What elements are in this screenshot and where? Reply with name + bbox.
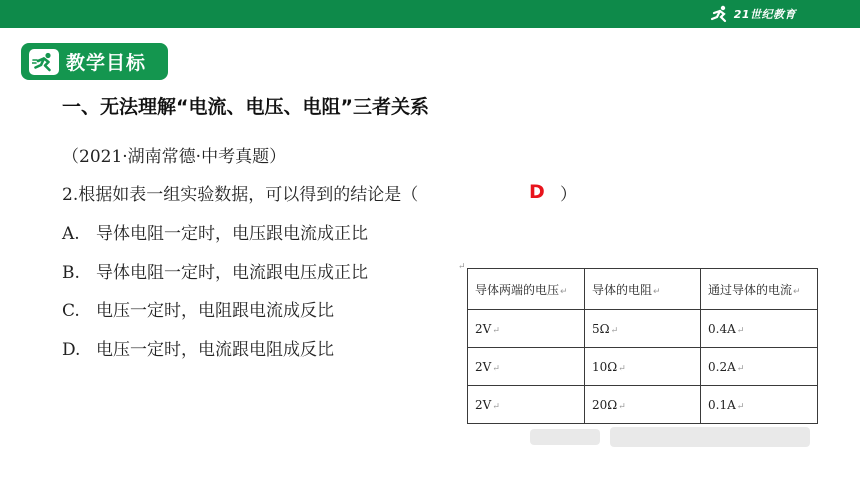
option-text: 电压一定时，电阻跟电流成反比 <box>96 301 334 321</box>
question-stem-close: ） <box>560 185 577 205</box>
logo-text: 21世纪教育 <box>733 8 796 21</box>
table-cell: 0.2A↵ <box>701 348 818 386</box>
runner-logo-icon <box>709 5 731 23</box>
table-header-cell: 导体两端的电压↵ <box>468 269 585 310</box>
section-title: 教学目标 <box>66 52 147 74</box>
table-cell: 0.4A↵ <box>701 310 818 348</box>
option-letter: A. <box>62 224 80 244</box>
watermark-graphic <box>530 425 820 449</box>
top-bar <box>0 0 860 28</box>
table-cell: 2V↵ <box>468 348 585 386</box>
table-header-cell: 通过导体的电流↵ <box>701 269 818 310</box>
option-c <box>62 296 334 321</box>
option-text: 导体电阻一定时，电流跟电压成正比 <box>96 263 368 283</box>
table-row <box>468 386 818 424</box>
table-cell: 10Ω↵ <box>585 348 701 386</box>
runner-icon <box>29 49 59 75</box>
table-header-cell: 导体的电阻↵ <box>585 269 701 310</box>
option-letter: D. <box>62 340 81 360</box>
option-letter: B. <box>62 263 80 283</box>
answer-label: D <box>529 181 545 203</box>
data-table <box>467 268 818 424</box>
brand-logo <box>709 5 796 23</box>
option-letter: C. <box>62 301 80 321</box>
paragraph-mark: ↵ <box>458 262 466 272</box>
option-a <box>62 219 368 244</box>
option-text: 导体电阻一定时，电压跟电流成正比 <box>96 224 368 244</box>
table-cell: 2V↵ <box>468 310 585 348</box>
table-cell: 0.1A↵ <box>701 386 818 424</box>
option-b <box>62 258 368 283</box>
option-text: 电压一定时，电流跟电阻成反比 <box>96 340 334 360</box>
section-badge <box>21 43 168 80</box>
table-cell: 20Ω↵ <box>585 386 701 424</box>
table-cell: 5Ω↵ <box>585 310 701 348</box>
table-cell: 2V↵ <box>468 386 585 424</box>
question-source: （2021·湖南常德·中考真题） <box>62 147 287 167</box>
table-row <box>468 310 818 348</box>
option-d <box>62 335 334 360</box>
page-heading: 一、无法理解“电流、电压、电阻”三者关系 <box>62 96 429 118</box>
table-row <box>468 348 818 386</box>
question-stem: 2.根据如表一组实验数据，可以得到的结论是（ <box>62 185 419 205</box>
table-header-row <box>468 269 818 310</box>
